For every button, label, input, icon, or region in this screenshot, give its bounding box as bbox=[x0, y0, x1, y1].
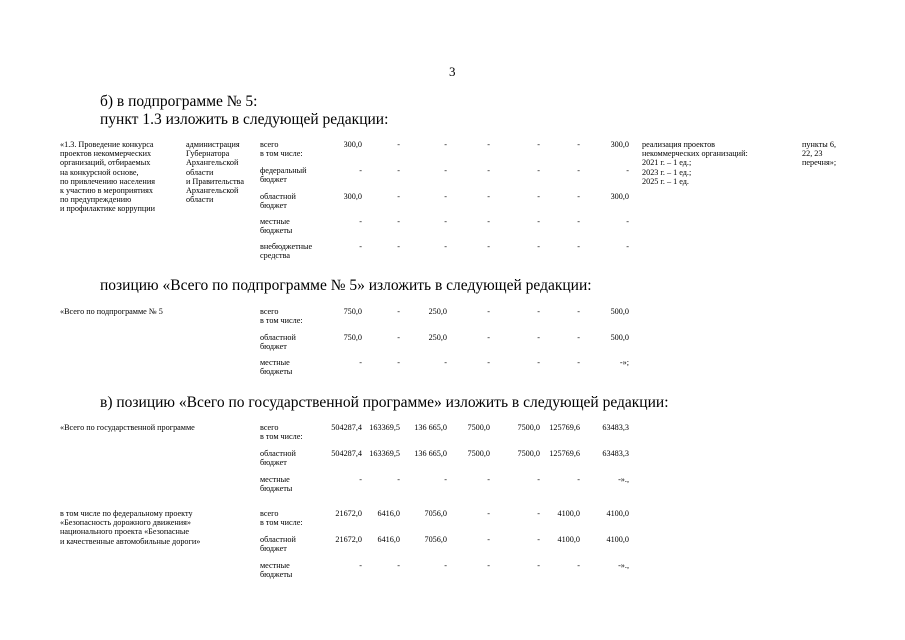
value-cell: 6416,0 bbox=[377, 535, 400, 544]
value-cell: - bbox=[487, 140, 490, 149]
value-cell: - bbox=[577, 475, 580, 484]
value-cell: - bbox=[577, 307, 580, 316]
value-cell: 300,0 bbox=[610, 192, 629, 201]
value-cell: - bbox=[577, 333, 580, 342]
row-label: местные бюджеты bbox=[260, 475, 293, 494]
value-cell: - bbox=[537, 475, 540, 484]
value-cell: - bbox=[577, 242, 580, 251]
value-cell: 63483,3 bbox=[602, 449, 629, 458]
row-label: всего в том числе: bbox=[260, 509, 303, 528]
section-v-heading: в) позицию «Всего по государственной программе» изложить в следующей редакции: bbox=[100, 394, 669, 411]
value-cell: 300,0 bbox=[343, 192, 362, 201]
value-cell: - bbox=[537, 140, 540, 149]
value-cell: 125769,6 bbox=[549, 449, 580, 458]
value-cell: - bbox=[487, 561, 490, 570]
value-cell: - bbox=[444, 140, 447, 149]
row-label: областной бюджет bbox=[260, 333, 296, 352]
page-number: 3 bbox=[449, 64, 456, 79]
value-cell: - bbox=[359, 475, 362, 484]
value-cell: - bbox=[577, 217, 580, 226]
value-cell: 4100,0 bbox=[557, 535, 580, 544]
value-cell: 4100,0 bbox=[557, 509, 580, 518]
row-label: местные бюджеты bbox=[260, 217, 293, 236]
value-cell: - bbox=[397, 166, 400, 175]
value-cell: 136 665,0 bbox=[414, 423, 447, 432]
value-cell: 250,0 bbox=[428, 307, 447, 316]
value-cell: - bbox=[444, 217, 447, 226]
row-label: областной бюджет bbox=[260, 535, 296, 554]
value-cell: - bbox=[487, 217, 490, 226]
row-label: всего в том числе: bbox=[260, 307, 303, 326]
value-cell: 750,0 bbox=[343, 333, 362, 342]
value-cell: - bbox=[444, 475, 447, 484]
value-cell: 300,0 bbox=[343, 140, 362, 149]
value-cell: 7500,0 bbox=[467, 449, 490, 458]
value-cell: 300,0 bbox=[610, 140, 629, 149]
value-cell: - bbox=[537, 561, 540, 570]
value-cell: 500,0 bbox=[610, 333, 629, 342]
value-cell: -»., bbox=[618, 475, 629, 484]
value-cell: - bbox=[487, 535, 490, 544]
value-cell: - bbox=[537, 192, 540, 201]
value-cell: - bbox=[537, 242, 540, 251]
value-cell: - bbox=[397, 192, 400, 201]
value-cell: - bbox=[487, 475, 490, 484]
value-cell: - bbox=[577, 192, 580, 201]
row-label: местные бюджеты bbox=[260, 561, 293, 580]
value-cell: - bbox=[487, 358, 490, 367]
value-cell: - bbox=[444, 358, 447, 367]
value-cell: 7500,0 bbox=[517, 449, 540, 458]
fed-name: в том числе по федеральному проекту «Безопасность дорожного движения» национального проекта «Безопасные и качественные автомобильные дороги» bbox=[60, 509, 201, 546]
item13-result: реализация проектов некоммерческих организаций: 2021 г. – 1 ед.; 2023 г. – 1 ед.; 2025 г. – 1 ед. bbox=[642, 140, 748, 186]
value-cell: - bbox=[397, 475, 400, 484]
value-cell: 750,0 bbox=[343, 307, 362, 316]
value-cell: 6416,0 bbox=[377, 509, 400, 518]
section-pos5-heading: позицию «Всего по подпрограмме № 5» изложить в следующей редакции: bbox=[100, 277, 592, 294]
section-b-subheading: пункт 1.3 изложить в следующей редакции: bbox=[100, 111, 389, 128]
row-label: внебюджетные средства bbox=[260, 242, 313, 261]
value-cell: - bbox=[537, 307, 540, 316]
value-cell: - bbox=[577, 140, 580, 149]
value-cell: - bbox=[397, 333, 400, 342]
item13-executor: администрация Губернатора Архангельской области и Правительства Архангельской области bbox=[186, 140, 244, 205]
value-cell: - bbox=[397, 307, 400, 316]
value-cell: - bbox=[487, 166, 490, 175]
value-cell: 4100,0 bbox=[606, 535, 629, 544]
value-cell: - bbox=[487, 307, 490, 316]
value-cell: 21672,0 bbox=[335, 535, 362, 544]
value-cell: - bbox=[397, 242, 400, 251]
item13-refs: пункты 6, 22, 23 перечня»; bbox=[802, 140, 837, 168]
value-cell: -»; bbox=[619, 358, 629, 367]
value-cell: - bbox=[444, 166, 447, 175]
row-label: всего в том числе: bbox=[260, 140, 303, 159]
value-cell: - bbox=[397, 561, 400, 570]
value-cell: - bbox=[359, 561, 362, 570]
value-cell: - bbox=[537, 166, 540, 175]
value-cell: 504287,4 bbox=[331, 449, 362, 458]
value-cell: 250,0 bbox=[428, 333, 447, 342]
item13-name: «1.3. Проведение конкурса проектов некоммерческих организаций, отбираемых на конкурсной основе, по привлечению населения к участию в мероприятиях по предупреждению и профилактике коррупции bbox=[60, 140, 156, 214]
value-cell: - bbox=[626, 242, 629, 251]
row-label: местные бюджеты bbox=[260, 358, 293, 377]
value-cell: - bbox=[397, 140, 400, 149]
value-cell: - bbox=[444, 561, 447, 570]
value-cell: - bbox=[577, 561, 580, 570]
value-cell: 4100,0 bbox=[606, 509, 629, 518]
value-cell: 7500,0 bbox=[517, 423, 540, 432]
value-cell: 7056,0 bbox=[424, 509, 447, 518]
value-cell: - bbox=[487, 509, 490, 518]
value-cell: 7056,0 bbox=[424, 535, 447, 544]
value-cell: - bbox=[397, 217, 400, 226]
value-cell: - bbox=[487, 242, 490, 251]
value-cell: - bbox=[444, 242, 447, 251]
value-cell: - bbox=[397, 358, 400, 367]
v-name: «Всего по государственной программе bbox=[60, 423, 195, 432]
value-cell: - bbox=[487, 192, 490, 201]
value-cell: - bbox=[359, 166, 362, 175]
value-cell: 163369,5 bbox=[369, 449, 400, 458]
value-cell: 21672,0 bbox=[335, 509, 362, 518]
value-cell: - bbox=[626, 166, 629, 175]
value-cell: 125769,6 bbox=[549, 423, 580, 432]
value-cell: - bbox=[487, 333, 490, 342]
section-b-heading: б) в подпрограмме № 5: bbox=[100, 93, 258, 110]
value-cell: - bbox=[537, 509, 540, 518]
value-cell: 504287,4 bbox=[331, 423, 362, 432]
value-cell: - bbox=[537, 217, 540, 226]
value-cell: - bbox=[359, 217, 362, 226]
value-cell: - bbox=[537, 333, 540, 342]
value-cell: 7500,0 bbox=[467, 423, 490, 432]
row-label: областной бюджет bbox=[260, 449, 296, 468]
value-cell: -»., bbox=[618, 561, 629, 570]
value-cell: 500,0 bbox=[610, 307, 629, 316]
value-cell: - bbox=[537, 358, 540, 367]
value-cell: - bbox=[444, 192, 447, 201]
row-label: областной бюджет bbox=[260, 192, 296, 211]
value-cell: - bbox=[359, 242, 362, 251]
value-cell: 163369,5 bbox=[369, 423, 400, 432]
value-cell: - bbox=[577, 166, 580, 175]
value-cell: - bbox=[626, 217, 629, 226]
pos5-name: «Всего по подпрограмме № 5 bbox=[60, 307, 163, 316]
row-label: федеральный бюджет bbox=[260, 166, 307, 185]
value-cell: - bbox=[359, 358, 362, 367]
value-cell: 136 665,0 bbox=[414, 449, 447, 458]
value-cell: - bbox=[537, 535, 540, 544]
value-cell: - bbox=[577, 358, 580, 367]
row-label: всего в том числе: bbox=[260, 423, 303, 442]
value-cell: 63483,3 bbox=[602, 423, 629, 432]
